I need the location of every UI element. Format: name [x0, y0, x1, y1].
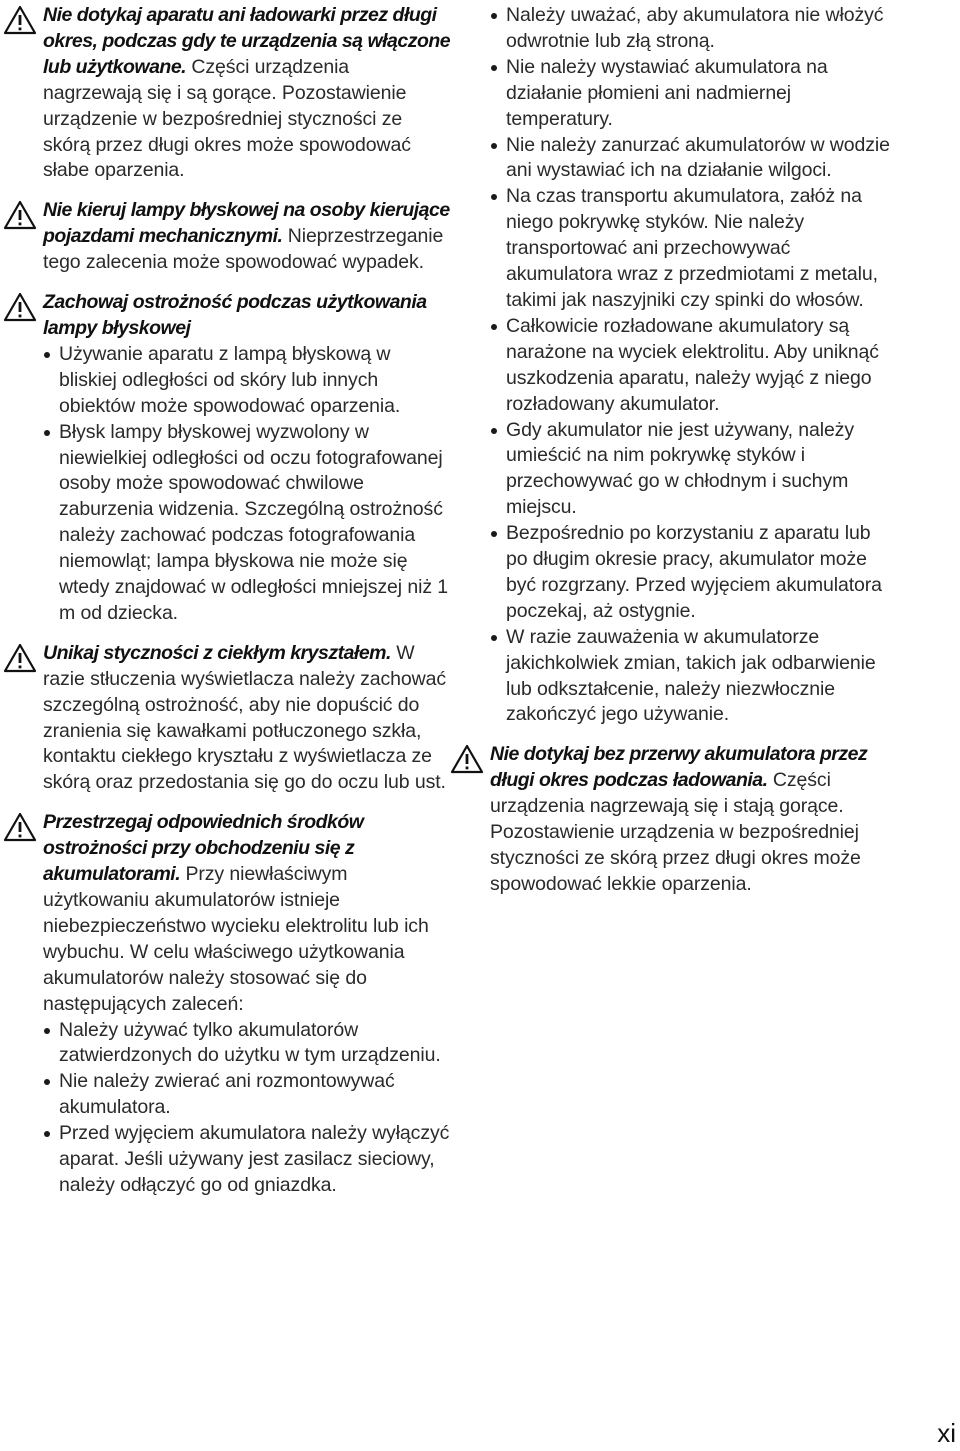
warning-heading: Zachowaj ostrożność podczas użytkowania lampy błyskowej — [43, 291, 427, 339]
list-item: Na czas transportu akumulatora, załóż na niego pokrywkę styków. Nie należy transportować ani przechowywać akumulatora wraz z przedmiotami z metalu, takimi jak naszyjniki czy spinki do włosów. — [490, 184, 890, 314]
list-item: Błysk lampy błyskowej wyzwolony w niewielkiej odległości od oczu fotografowanej osoby może spowodować chwilowe zaburzenia widzenia. Szczególną ostrożność należy zachować podczas fotografowania niemowląt; lampa błyskowa nie może się wtedy znajdować w odległości mniejszej niż 1 m od dziecka. — [43, 420, 453, 627]
list-item: Nie należy wystawiać akumulatora na działanie płomieni ani nadmiernej temperatury. — [490, 55, 890, 133]
bullet-list — [43, 1018, 453, 1199]
battery-precautions — [450, 3, 890, 728]
warning-camera-charger-heat — [3, 3, 453, 184]
list-item: Należy uważać, aby akumulatora nie włożyć odwrotnie lub złą stroną. — [490, 3, 890, 55]
right-column — [450, 0, 890, 898]
bullet-list — [43, 342, 453, 627]
warning-icon — [3, 292, 37, 322]
warning-heading: Przestrzegaj odpowiednich środków ostrożności przy obchodzeniu się z akumulatorami. — [43, 811, 364, 886]
warning-body: Części urządzenia nagrzewają się i stają gorące. Pozostawienie urządzenia w bezpośredniej styczności ze skórą przez długi okres może spowodować lekkie oparzenia. — [490, 769, 861, 895]
bullet-list — [490, 3, 890, 728]
list-item: Należy używać tylko akumulatorów zatwierdzonych do użytku w tym urządzeniu. — [43, 1018, 453, 1070]
warning-liquid-crystal — [3, 641, 453, 796]
list-item: Nie należy zanurzać akumulatorów w wodzie ani wystawiać ich na działanie wilgoci. — [490, 133, 890, 185]
warning-heading: Nie kieruj lampy błyskowej na osoby kierujące pojazdami mechanicznymi. — [43, 199, 450, 248]
list-item: Bezpośrednio po korzystaniu z aparatu lub po długim okresie pracy, akumulator może być rozgrzany. Przed wyjęciem akumulatora poczekaj, aż ostygnie. — [490, 521, 890, 625]
warning-flash-drivers — [3, 198, 453, 276]
warning-icon — [3, 643, 37, 673]
left-column — [3, 0, 453, 1199]
list-item: Używanie aparatu z lampą błyskową w bliskiej odległości od skóry lub innych obiektów może spowodować oparzenia. — [43, 342, 453, 420]
list-item: Całkowicie rozładowane akumulatory są narażone na wyciek elektrolitu. Aby uniknąć uszkodzenia aparatu, należy wyjąć z niego rozładowany akumulator. — [490, 314, 890, 418]
warning-battery-charging — [450, 742, 890, 897]
list-item: Nie należy zwierać ani rozmontowywać akumulatora. — [43, 1069, 453, 1121]
warning-flash-caution — [3, 290, 453, 627]
warning-batteries — [3, 810, 453, 1199]
list-item: Przed wyjęciem akumulatora należy wyłączyć aparat. Jeśli używany jest zasilacz sieciowy, należy odłączyć go od gniazdka. — [43, 1121, 453, 1199]
warning-body: W razie stłuczenia wyświetlacza należy zachować szczególną ostrożność, aby nie dopuścić do zranienia się kawałkami potłuczonego szkła, kontaktu ciekłego kryształu z wyświetlacza ze skórą oraz przedostania się go do oczu lub ust. — [43, 641, 447, 794]
list-item: W razie zauważenia w akumulatorze jakichkolwiek zmian, takich jak odbarwienie lub odkształcenie, należy niezwłocznie zakończyć jego używanie. — [490, 625, 890, 729]
warning-heading: Nie dotykaj aparatu ani ładowarki przez długi okres, podczas gdy te urządzenia są włączone lub użytkowane. — [43, 4, 451, 78]
warning-icon — [3, 5, 37, 35]
list-item: Gdy akumulator nie jest używany, należy umieścić na nim pokrywkę styków i przechowywać go w chłodnym i suchym miejscu. — [490, 418, 890, 522]
warning-body: Części urządzenia nagrzewają się i są gorące. Pozostawienie urządzenie w bezpośredniej styczności ze skórą przez długi okres może spowodować słabe oparzenia. — [43, 55, 411, 182]
warning-heading: Nie dotykaj bez przerwy akumulatora przez długi okres podczas ładowania. — [490, 743, 868, 792]
warning-icon — [3, 200, 37, 230]
page-number: xi — [937, 1418, 956, 1448]
warning-heading: Unikaj styczności z ciekłym kryształem. — [43, 641, 391, 664]
warning-icon — [450, 744, 484, 774]
warning-icon — [3, 812, 37, 842]
warning-body: Nieprzestrzeganie tego zalecenia może spowodować wypadek. — [43, 225, 444, 274]
warning-body: Przy niewłaściwym użytkowaniu akumulatorów istnieje niebezpieczeństwo wycieku elektrolitu lub ich wybuchu. W celu właściwego użytkowania akumulatorów należy stosować się do następujących zaleceń: — [43, 863, 429, 1015]
